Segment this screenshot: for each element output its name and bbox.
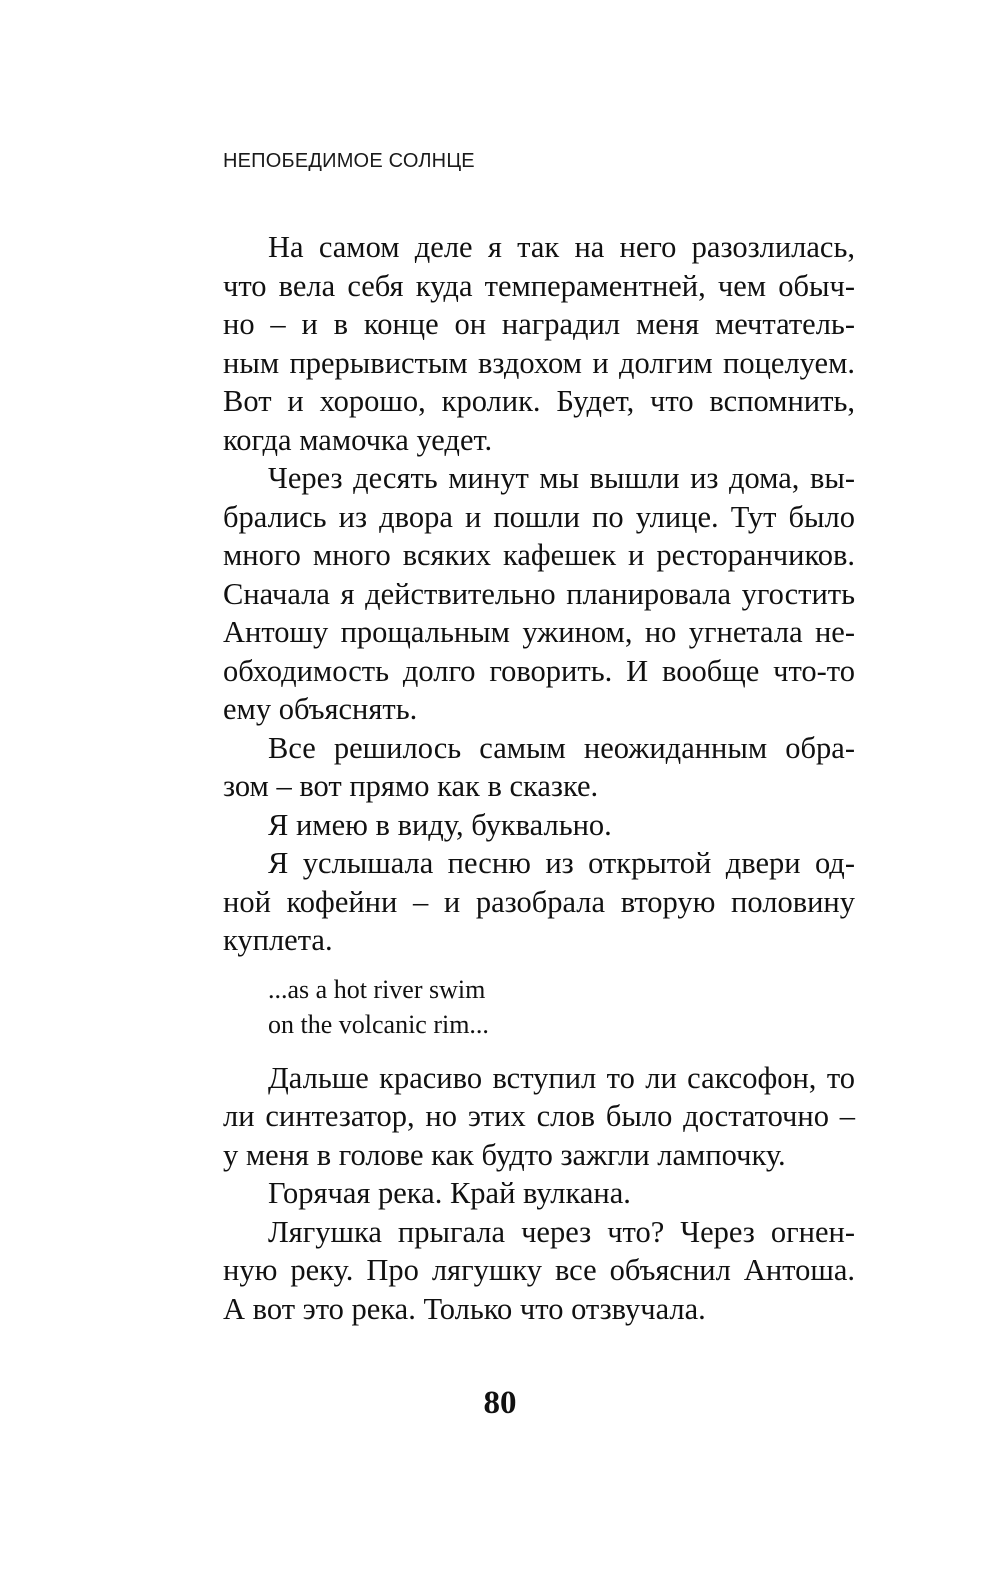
text-line: брались из двора и пошли по улице. Тут было xyxy=(223,499,855,534)
paragraph xyxy=(223,228,855,459)
text-line: Сначала я действительно планировала угостить xyxy=(223,576,855,611)
text-line: Вот и хорошо, кролик. Будет, что вспомнить, xyxy=(223,384,855,418)
text-line: Все решилось самым неожиданным обра- xyxy=(268,730,855,765)
text-line: Лягушка прыгала через что? Через огнен- xyxy=(268,1214,855,1249)
text-line: Я имею в виду, буквально. xyxy=(268,807,612,842)
text-line: А вот это река. Только что отзвучала. xyxy=(223,1291,706,1326)
text-line: Горячая река. Край вулкана. xyxy=(268,1176,631,1210)
song-lyrics xyxy=(268,972,855,1042)
page-number: 80 xyxy=(483,1385,517,1421)
text-line: ным прерывистым вздохом и долгим поцелуем. xyxy=(223,345,855,380)
text-line: но – и в конце он наградил меня мечтатель- xyxy=(223,307,855,341)
text-line: куплета. xyxy=(223,923,333,957)
text-line: когда мамочка уедет. xyxy=(223,422,493,457)
paragraph xyxy=(223,729,855,806)
text-line: Через десять минут мы вышли из дома, вы- xyxy=(268,461,855,495)
lyric-line: on the volcanic rim... xyxy=(268,1009,489,1039)
text-line: На самом деле я так на него разозлилась, xyxy=(268,230,855,264)
paragraph xyxy=(223,1213,855,1329)
text-line: Антошу прощальным ужином, но угнетала не- xyxy=(223,615,855,649)
running-head: НЕПОБЕДИМОЕ СОЛНЦЕ xyxy=(223,150,475,172)
text-line: ли синтезатор, но этих слов было достаточно – xyxy=(223,1099,855,1133)
text-line: ему объяснять. xyxy=(223,692,418,726)
text-line: ную реку. Про лягушку все объяснил Антоша. xyxy=(223,1253,855,1287)
text-line: у меня в голове как будто зажгли лампочку. xyxy=(223,1137,786,1172)
text-line: много много всяких кафешек и ресторанчиков. xyxy=(223,538,855,572)
paragraph xyxy=(223,844,855,960)
text-line: обходимость долго говорить. И вообще что-то xyxy=(223,653,855,688)
text-line: Я услышала песню из открытой двери од- xyxy=(268,846,855,880)
body-text xyxy=(223,228,855,1328)
text-line: зом – вот прямо как в сказке. xyxy=(223,769,599,803)
text-line: Дальше красиво вступил то ли саксофон, то xyxy=(268,1060,855,1095)
text-line: ной кофейни – и разобрала вторую половину xyxy=(223,884,855,919)
paragraph xyxy=(223,459,855,729)
text-line: что вела себя куда темпераментней, чем обыч- xyxy=(223,268,855,303)
paragraph xyxy=(223,1174,855,1213)
paragraph xyxy=(223,806,855,845)
paragraph xyxy=(223,1059,855,1175)
lyric-line: ...as a hot river swim xyxy=(268,974,486,1004)
